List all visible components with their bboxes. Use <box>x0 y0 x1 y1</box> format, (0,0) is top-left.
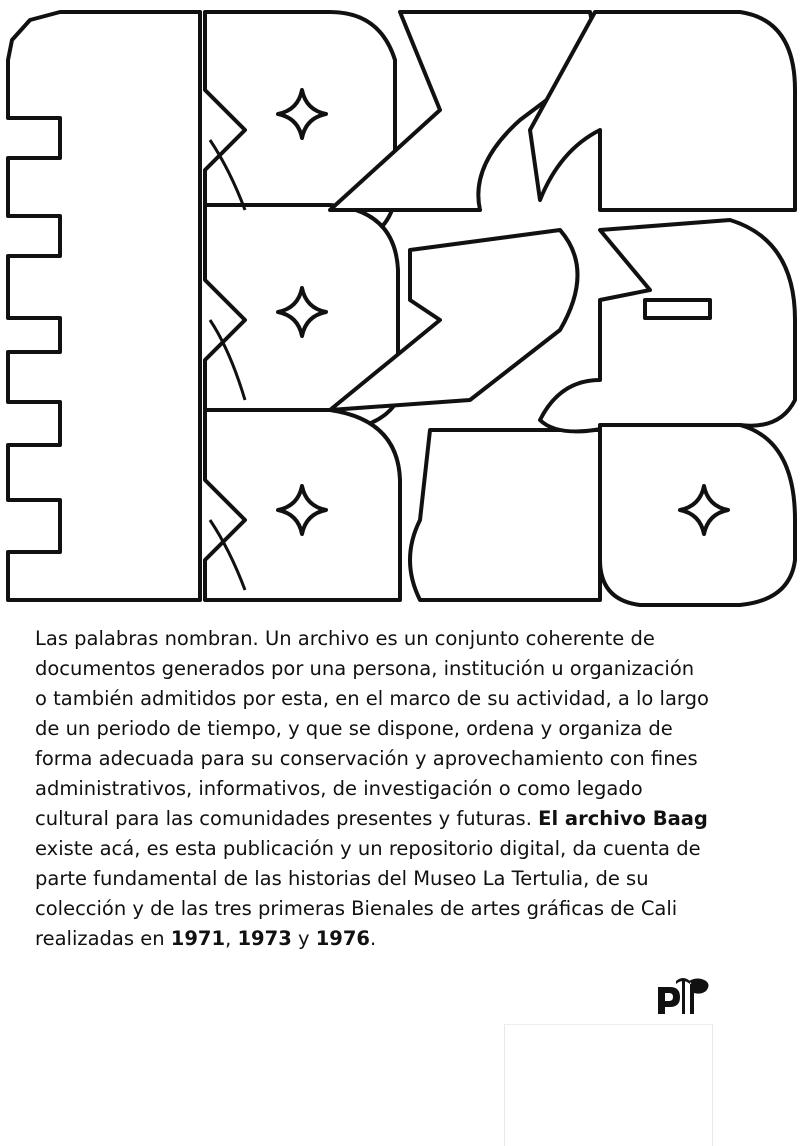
year-1971: 1971 <box>170 927 226 950</box>
paragraph-line: forma adecuada para su conservación y aprovechamiento con fines <box>35 747 698 770</box>
numeral-six-shape <box>600 425 795 605</box>
separator: y <box>291 927 316 950</box>
separator: , <box>225 927 238 950</box>
numeral-one-shape <box>8 12 200 600</box>
paragraph-line: parte fundamental de las historias del Museo La Tertulia, de su <box>35 867 649 890</box>
period: . <box>369 927 377 950</box>
paragraph-line: colección y de las tres primeras Bienales de artes gráficas de Cali <box>35 897 678 920</box>
numeral-nine-bottom-shape <box>205 410 400 600</box>
paragraph-text: cultural para las comunidades presentes y futuras. <box>35 807 539 830</box>
publisher-logo-icon <box>656 977 712 1015</box>
year-1976: 1976 <box>315 927 370 950</box>
paragraph-line: o también admitidos por esta, en el marco de su actividad, a lo largo <box>35 687 709 710</box>
paragraph-line: documentos generados por una persona, institución u organización <box>35 657 695 680</box>
paragraph-line: existe acá, es esta publicación y un repositorio digital, da cuenta de <box>35 837 701 860</box>
year-1973: 1973 <box>237 927 292 950</box>
archive-name-bold: El archivo Baag <box>538 807 708 830</box>
paragraph-line: administrativos, informativos, de investigación o como legado <box>35 777 643 800</box>
numeral-three-shape <box>540 220 795 431</box>
blank-panel <box>504 1024 713 1146</box>
paragraph-line <box>35 924 780 954</box>
paragraph-line <box>35 804 780 834</box>
paragraph-line: de un periodo de tiempo, y que se dispone, ordena y organiza de <box>35 717 673 740</box>
paragraph-line: Las palabras nombran. Un archivo es un conjunto coherente de <box>35 627 655 650</box>
paragraph-text: realizadas en <box>35 927 171 950</box>
intro-paragraph <box>35 624 780 954</box>
numeral-seven-bottom-shape <box>410 430 600 600</box>
